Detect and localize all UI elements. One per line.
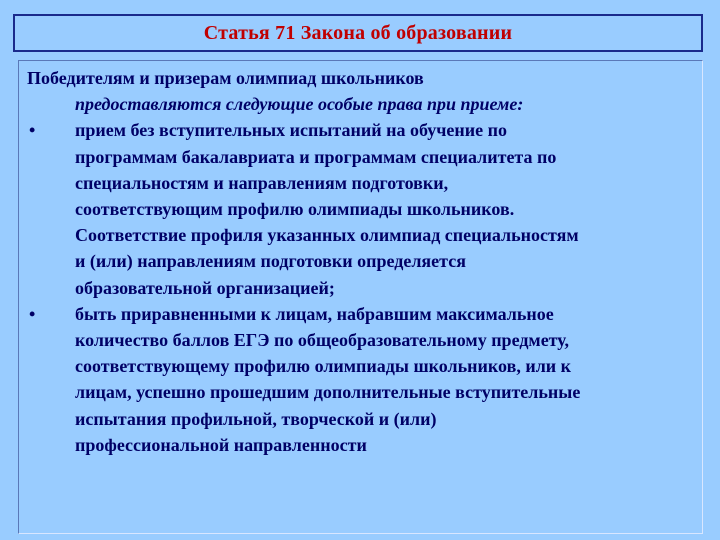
bullet-line: специальностям и направлениям подготовки, <box>75 172 449 193</box>
intro-line-2: предоставляются следующие особые права при приеме: <box>75 94 524 115</box>
bullet-line: испытания профильной, творческой и (или) <box>75 408 437 429</box>
bullet-line: и (или) направлениям подготовки определяется <box>75 251 466 272</box>
bullet-line: Соответствие профиля указанных олимпиад специальностям <box>75 225 579 246</box>
bullet-line: образовательной организацией; <box>75 277 335 298</box>
bullet-text-2 <box>75 301 696 458</box>
page-title: Статья 71 Закона об образовании <box>203 21 513 44</box>
bullet-line: программам бакалавриата и программам специалитета по <box>75 146 557 167</box>
bullet-line: лицам, успешно прошедшим дополнительные вступительные <box>75 382 581 403</box>
bullet-marker: • <box>29 120 36 141</box>
title-box <box>13 14 703 52</box>
bullet-line: соответствующему профилю олимпиады школьников, или к <box>75 356 572 377</box>
bullet-line: профессиональной направленности <box>75 434 367 455</box>
bullet-item-1 <box>27 117 696 300</box>
bullet-marker: • <box>29 303 36 324</box>
bullet-line: количество баллов ЕГЭ по общеобразовательному предмету, <box>75 330 569 351</box>
bullet-line: соответствующим профилю олимпиады школьников. <box>75 199 515 220</box>
bullet-text-1 <box>75 117 696 300</box>
bullet-line: прием без вступительных испытаний на обучение по <box>75 120 508 141</box>
content-box <box>18 60 703 534</box>
bullet-item-2 <box>27 301 696 458</box>
intro-line-1: Победителям и призерам олимпиад школьников <box>27 68 424 88</box>
bullet-line: быть приравненными к лицам, набравшим максимальное <box>75 303 554 324</box>
